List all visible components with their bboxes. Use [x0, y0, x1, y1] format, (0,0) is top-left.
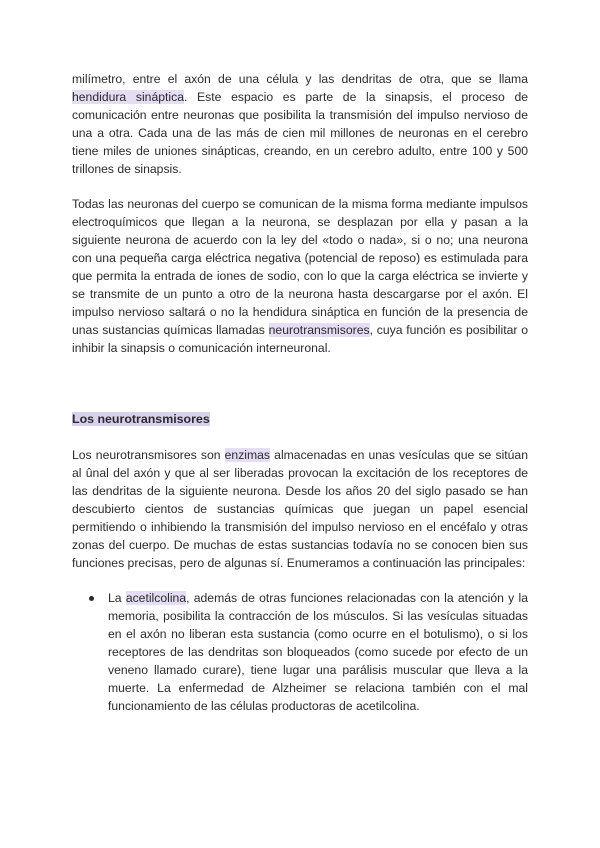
- paragraph-text: milímetro, entre el axón de una célula y las dendritas de otra, que se llama: [72, 72, 528, 86]
- paragraph-synapse: [72, 70, 528, 178]
- list-item: [108, 589, 528, 715]
- paragraph-text: . Este espacio es parte de la sinapsis, el proceso de comunicación entre neuronas que posibilita la transmisión del impulso nervioso de una a otra. Cada una de las más de cien mil millones de neuronas en el cerebro tiene miles de uniones sinápticas, creando, en un cerebro adulto, entre 100 y 500 trillones de sinapsis.: [72, 90, 529, 176]
- list-item-text: La: [108, 591, 126, 605]
- highlighted-term: acetilcolina: [125, 591, 187, 605]
- bullet-icon: [89, 596, 94, 601]
- highlighted-term: enzimas: [224, 448, 271, 462]
- section-heading-text: Los neurotransmisores: [72, 412, 210, 426]
- paragraph-text: almacenadas en unas vesículas que se sitúan al ûnal del axón y que al ser liberadas provocan la excitación de los receptores de las dendritas de la siguiente neurona. Desde los años 20 del siglo pasado se han descubierto cientos de sustancias químicas que juegan un papel esencial permitiendo o inhibiendo la transmisión del impulso nervioso en el encéfalo y otras zonas del cuerpo. De muchas de estas sustancias todavía no se conocen bien sus funciones precisas, pero de algunas sí. Enumeramos a continuación las principales:: [72, 448, 528, 570]
- list-item-text: , además de otras funciones relacionadas con la atención y la memoria, posibilita la contracción de los músculos. Si las vesículas situadas en el axón no liberan esta sustancia (como ocurre en el botulismo), o si los receptores de las dendritas son bloqueados (como sucede por efecto de un veneno llamado curare), tiene lugar una parálisis muscular que lleva a la muerte. La enfermedad de Alzheimer se relaciona también con el mal funcionamiento de las células productoras de acetilcolina.: [108, 591, 528, 713]
- paragraph-text: Los neurotransmisores son: [72, 448, 225, 462]
- paragraph-text: , cuya función es posibilitar o inhibir la sinapsis o comunicación interneuronal.: [72, 323, 528, 355]
- section-heading: [72, 410, 528, 428]
- paragraph-neurotransmitters: [72, 446, 528, 572]
- highlighted-term: hendidura sináptica: [72, 90, 184, 104]
- paragraph-impulse: [72, 195, 528, 357]
- neurotransmitter-list: [72, 589, 528, 715]
- highlighted-term: neurotransmisores: [268, 323, 370, 337]
- paragraph-text: Todas las neuronas del cuerpo se comunican de la misma forma mediante impulsos electroquímicos que llegan a la neurona, se desplazan por ella y pasan a la siguiente neurona de acuerdo con la ley del «todo o nada», si o no; una neurona con una pequeña carga eléctrica negativa (potencial de reposo) es estimulada para que permita la entrada de iones de sodio, con lo que la carga eléctrica se invierte y se transmite de un punto a otro de la neurona hasta descargarse por el axón. El impulso nervioso saltará o no la hendidura sináptica en función de la presencia de unas sustancias químicas llamadas: [72, 197, 528, 337]
